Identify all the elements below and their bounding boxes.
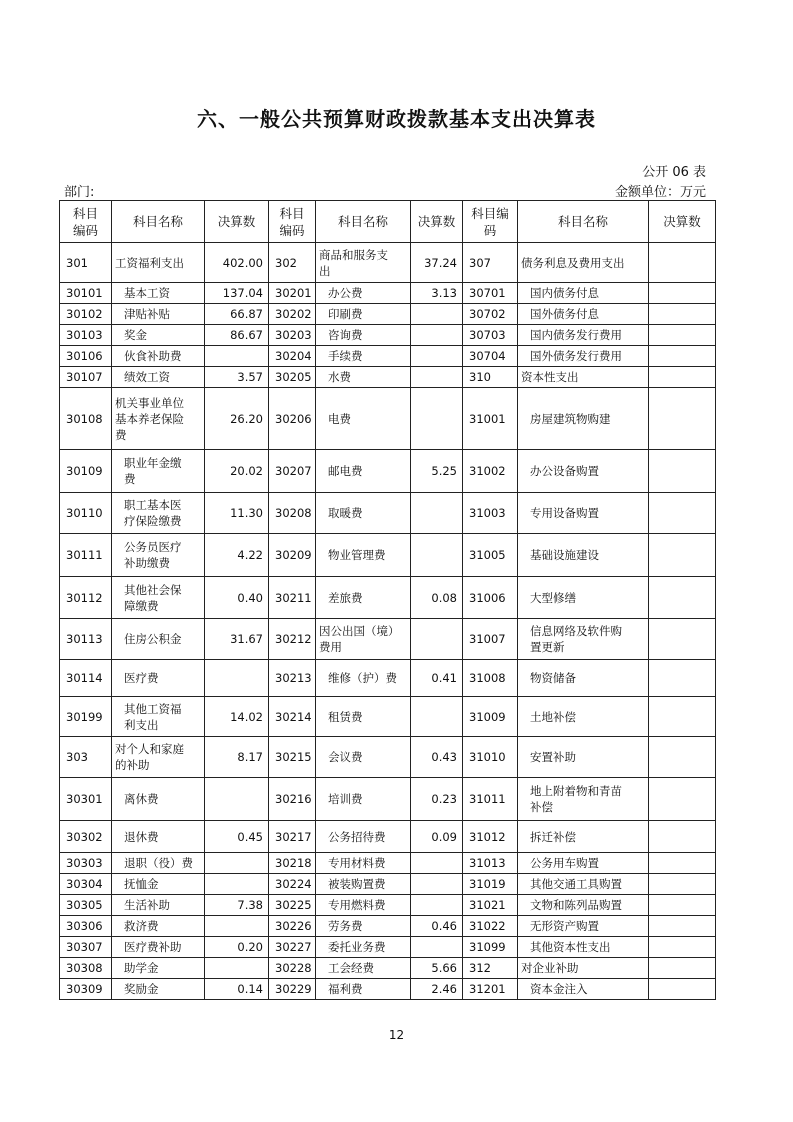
cell-name-3: 大型修缮 (518, 577, 649, 619)
cell-code-3: 31007 (463, 619, 518, 660)
cell-name-3: 基础设施建设 (518, 534, 649, 577)
cell-amount-1: 31.67 (205, 619, 269, 660)
cell-amount-3 (649, 619, 716, 660)
cell-amount-2 (411, 534, 463, 577)
cell-name-2: 物业管理费 (316, 534, 411, 577)
col-header-code-1: 科目 编码 (60, 201, 112, 243)
cell-amount-2: 0.09 (411, 821, 463, 853)
cell-code-2: 30229 (269, 979, 316, 1000)
cell-name-2: 取暖费 (316, 493, 411, 534)
cell-name-3: 资本金注入 (518, 979, 649, 1000)
cell-code-3: 31008 (463, 660, 518, 697)
cell-code-1: 30102 (60, 304, 112, 325)
cell-code-1: 30309 (60, 979, 112, 1000)
cell-name-1: 绩效工资 (112, 367, 205, 388)
cell-code-1: 30108 (60, 388, 112, 450)
cell-amount-2: 0.23 (411, 778, 463, 821)
table-row (60, 895, 716, 916)
cell-code-3: 31003 (463, 493, 518, 534)
page-title: 六、一般公共预算财政拨款基本支出决算表 (197, 107, 596, 131)
cell-name-1: 助学金 (112, 958, 205, 979)
table-row (60, 243, 716, 283)
table-row (60, 937, 716, 958)
cell-name-2: 租赁费 (316, 697, 411, 737)
cell-amount-2: 3.13 (411, 283, 463, 304)
cell-code-2: 30226 (269, 916, 316, 937)
cell-amount-2 (411, 697, 463, 737)
col-header-code-2: 科目 编码 (269, 201, 316, 243)
cell-code-2: 30215 (269, 737, 316, 778)
cell-code-3: 31011 (463, 778, 518, 821)
table-row (60, 367, 716, 388)
cell-code-3: 31099 (463, 937, 518, 958)
cell-code-2: 30209 (269, 534, 316, 577)
cell-amount-3 (649, 534, 716, 577)
col-header-code-3: 科目编 码 (463, 201, 518, 243)
cell-code-2: 30204 (269, 346, 316, 367)
cell-code-2: 30227 (269, 937, 316, 958)
cell-amount-1: 11.30 (205, 493, 269, 534)
cell-amount-1: 0.40 (205, 577, 269, 619)
cell-code-2: 30228 (269, 958, 316, 979)
cell-name-3: 物资储备 (518, 660, 649, 697)
table-row (60, 916, 716, 937)
cell-amount-2: 2.46 (411, 979, 463, 1000)
cell-name-2: 被装购置费 (316, 874, 411, 895)
cell-amount-1 (205, 778, 269, 821)
cell-amount-3 (649, 450, 716, 493)
cell-amount-3 (649, 895, 716, 916)
cell-name-3: 国外债务付息 (518, 304, 649, 325)
cell-code-1: 30110 (60, 493, 112, 534)
cell-code-1: 30109 (60, 450, 112, 493)
cell-code-2: 30225 (269, 895, 316, 916)
cell-code-1: 30111 (60, 534, 112, 577)
cell-amount-2: 0.08 (411, 577, 463, 619)
cell-amount-1: 3.57 (205, 367, 269, 388)
cell-amount-2 (411, 346, 463, 367)
cell-name-1: 对个人和家庭 的补助 (112, 737, 205, 778)
cell-name-1: 抚恤金 (112, 874, 205, 895)
cell-code-2: 30224 (269, 874, 316, 895)
cell-name-1: 津贴补贴 (112, 304, 205, 325)
cell-code-3: 30701 (463, 283, 518, 304)
cell-amount-2 (411, 325, 463, 346)
col-header-amount-1: 决算数 (205, 201, 269, 243)
cell-name-3: 安置补助 (518, 737, 649, 778)
cell-amount-2 (411, 895, 463, 916)
col-header-name-2: 科目名称 (316, 201, 411, 243)
cell-name-3: 房屋建筑物购建 (518, 388, 649, 450)
cell-name-3: 无形资产购置 (518, 916, 649, 937)
cell-code-2: 30211 (269, 577, 316, 619)
cell-code-3: 31022 (463, 916, 518, 937)
cell-code-2: 30213 (269, 660, 316, 697)
cell-amount-3 (649, 243, 716, 283)
cell-amount-3 (649, 979, 716, 1000)
cell-name-2: 电费 (316, 388, 411, 450)
cell-name-3: 文物和陈列品购置 (518, 895, 649, 916)
cell-amount-2: 0.46 (411, 916, 463, 937)
cell-code-3: 31012 (463, 821, 518, 853)
cell-amount-2 (411, 388, 463, 450)
cell-amount-2: 37.24 (411, 243, 463, 283)
table-row (60, 346, 716, 367)
cell-name-1: 其他工资福 利支出 (112, 697, 205, 737)
cell-amount-1: 0.14 (205, 979, 269, 1000)
cell-code-3: 31021 (463, 895, 518, 916)
cell-code-1: 30307 (60, 937, 112, 958)
cell-amount-1: 402.00 (205, 243, 269, 283)
cell-code-2: 30218 (269, 853, 316, 874)
cell-name-3: 拆迁补偿 (518, 821, 649, 853)
cell-code-3: 30704 (463, 346, 518, 367)
cell-code-1: 30113 (60, 619, 112, 660)
table-row (60, 697, 716, 737)
cell-name-2: 咨询费 (316, 325, 411, 346)
cell-name-2: 维修（护）费 (316, 660, 411, 697)
cell-amount-3 (649, 697, 716, 737)
cell-amount-2: 0.41 (411, 660, 463, 697)
table-body (60, 243, 716, 1000)
cell-name-2: 福利费 (316, 979, 411, 1000)
cell-name-2: 委托业务费 (316, 937, 411, 958)
cell-code-3: 31201 (463, 979, 518, 1000)
cell-amount-3 (649, 283, 716, 304)
table-row (60, 821, 716, 853)
table-row (60, 534, 716, 577)
cell-amount-3 (649, 737, 716, 778)
cell-code-3: 31001 (463, 388, 518, 450)
cell-code-1: 30114 (60, 660, 112, 697)
cell-code-1: 30302 (60, 821, 112, 853)
cell-amount-2 (411, 619, 463, 660)
cell-name-3: 公务用车购置 (518, 853, 649, 874)
cell-amount-3 (649, 874, 716, 895)
cell-name-2: 公务招待费 (316, 821, 411, 853)
cell-amount-2 (411, 367, 463, 388)
cell-name-2: 专用燃料费 (316, 895, 411, 916)
table-row (60, 450, 716, 493)
cell-name-3: 资本性支出 (518, 367, 649, 388)
cell-amount-3 (649, 346, 716, 367)
cell-amount-1 (205, 874, 269, 895)
cell-name-2: 商品和服务支 出 (316, 243, 411, 283)
cell-name-2: 工会经费 (316, 958, 411, 979)
cell-name-2: 因公出国（境） 费用 (316, 619, 411, 660)
cell-amount-3 (649, 304, 716, 325)
table-row (60, 388, 716, 450)
cell-amount-2 (411, 853, 463, 874)
table-row (60, 283, 716, 304)
cell-amount-1: 20.02 (205, 450, 269, 493)
cell-name-1: 退休费 (112, 821, 205, 853)
cell-code-1: 30199 (60, 697, 112, 737)
cell-amount-3 (649, 388, 716, 450)
cell-amount-1: 0.20 (205, 937, 269, 958)
cell-name-1: 生活补助 (112, 895, 205, 916)
table-row (60, 660, 716, 697)
cell-amount-1 (205, 660, 269, 697)
table-row (60, 737, 716, 778)
col-header-name-3: 科目名称 (518, 201, 649, 243)
cell-name-3: 其他资本性支出 (518, 937, 649, 958)
cell-code-3: 31006 (463, 577, 518, 619)
cell-amount-2: 5.25 (411, 450, 463, 493)
cell-amount-2: 5.66 (411, 958, 463, 979)
table-header-row (60, 201, 716, 243)
cell-amount-1: 0.45 (205, 821, 269, 853)
cell-name-3: 其他交通工具购置 (518, 874, 649, 895)
cell-amount-3 (649, 937, 716, 958)
cell-code-3: 312 (463, 958, 518, 979)
cell-amount-3 (649, 778, 716, 821)
cell-name-3: 土地补偿 (518, 697, 649, 737)
cell-name-2: 印刷费 (316, 304, 411, 325)
cell-amount-3 (649, 577, 716, 619)
cell-amount-2: 0.43 (411, 737, 463, 778)
cell-name-3: 国外债务发行费用 (518, 346, 649, 367)
cell-name-1: 离休费 (112, 778, 205, 821)
cell-code-3: 31009 (463, 697, 518, 737)
cell-name-1: 公务员医疗 补助缴费 (112, 534, 205, 577)
cell-name-1: 其他社会保 障缴费 (112, 577, 205, 619)
cell-code-3: 31010 (463, 737, 518, 778)
cell-name-2: 手续费 (316, 346, 411, 367)
cell-code-1: 30112 (60, 577, 112, 619)
cell-code-1: 301 (60, 243, 112, 283)
cell-name-1: 奖金 (112, 325, 205, 346)
cell-name-1: 退职（役）费 (112, 853, 205, 874)
cell-code-3: 307 (463, 243, 518, 283)
cell-name-1: 职业年金缴 费 (112, 450, 205, 493)
table-row (60, 958, 716, 979)
table-row (60, 874, 716, 895)
col-header-amount-2: 决算数 (411, 201, 463, 243)
cell-name-2: 劳务费 (316, 916, 411, 937)
cell-amount-2 (411, 937, 463, 958)
cell-name-1: 奖励金 (112, 979, 205, 1000)
cell-code-3: 31013 (463, 853, 518, 874)
table-row (60, 325, 716, 346)
cell-name-1: 基本工资 (112, 283, 205, 304)
cell-code-2: 30216 (269, 778, 316, 821)
cell-code-1: 30303 (60, 853, 112, 874)
cell-code-1: 30306 (60, 916, 112, 937)
cell-amount-2 (411, 304, 463, 325)
cell-code-1: 30308 (60, 958, 112, 979)
cell-code-2: 302 (269, 243, 316, 283)
cell-amount-1: 137.04 (205, 283, 269, 304)
cell-name-2: 差旅费 (316, 577, 411, 619)
cell-name-3: 国内债务发行费用 (518, 325, 649, 346)
cell-code-1: 30101 (60, 283, 112, 304)
cell-code-2: 30208 (269, 493, 316, 534)
cell-amount-1 (205, 958, 269, 979)
cell-code-2: 30207 (269, 450, 316, 493)
cell-code-3: 31019 (463, 874, 518, 895)
cell-name-3: 地上附着物和青苗 补偿 (518, 778, 649, 821)
cell-name-1: 工资福利支出 (112, 243, 205, 283)
cell-code-2: 30203 (269, 325, 316, 346)
table-row (60, 778, 716, 821)
table-row (60, 853, 716, 874)
cell-name-3: 信息网络及软件购 置更新 (518, 619, 649, 660)
col-header-name-1: 科目名称 (112, 201, 205, 243)
cell-code-1: 30103 (60, 325, 112, 346)
cell-amount-1: 14.02 (205, 697, 269, 737)
cell-code-3: 30702 (463, 304, 518, 325)
cell-name-3: 专用设备购置 (518, 493, 649, 534)
cell-name-2: 专用材料费 (316, 853, 411, 874)
cell-code-2: 30206 (269, 388, 316, 450)
cell-name-1: 医疗费 (112, 660, 205, 697)
cell-amount-1: 7.38 (205, 895, 269, 916)
cell-name-1: 职工基本医 疗保险缴费 (112, 493, 205, 534)
table-row (60, 577, 716, 619)
cell-name-3: 办公设备购置 (518, 450, 649, 493)
cell-code-2: 30205 (269, 367, 316, 388)
cell-code-3: 30703 (463, 325, 518, 346)
unit-label: 金额单位：万元 (614, 185, 706, 200)
cell-amount-3 (649, 916, 716, 937)
cell-code-2: 30217 (269, 821, 316, 853)
cell-amount-1 (205, 916, 269, 937)
cell-name-1: 伙食补助费 (112, 346, 205, 367)
cell-name-3: 国内债务付息 (518, 283, 649, 304)
cell-code-3: 31005 (463, 534, 518, 577)
cell-code-1: 30107 (60, 367, 112, 388)
cell-code-3: 31002 (463, 450, 518, 493)
cell-amount-3 (649, 325, 716, 346)
cell-name-1: 机关事业单位 基本养老保险 费 (112, 388, 205, 450)
cell-amount-3 (649, 367, 716, 388)
cell-name-2: 会议费 (316, 737, 411, 778)
cell-name-1: 住房公积金 (112, 619, 205, 660)
cell-code-2: 30202 (269, 304, 316, 325)
cell-name-3: 对企业补助 (518, 958, 649, 979)
cell-code-1: 30304 (60, 874, 112, 895)
table-row (60, 979, 716, 1000)
cell-amount-1: 4.22 (205, 534, 269, 577)
cell-name-2: 办公费 (316, 283, 411, 304)
cell-amount-1 (205, 346, 269, 367)
cell-name-3: 债务利息及费用支出 (518, 243, 649, 283)
cell-amount-1: 86.67 (205, 325, 269, 346)
expenditure-table (59, 200, 716, 1000)
cell-name-2: 邮电费 (316, 450, 411, 493)
cell-amount-3 (649, 958, 716, 979)
cell-name-2: 水费 (316, 367, 411, 388)
cell-amount-3 (649, 493, 716, 534)
cell-code-3: 310 (463, 367, 518, 388)
cell-code-2: 30201 (269, 283, 316, 304)
table-row (60, 304, 716, 325)
cell-amount-1: 8.17 (205, 737, 269, 778)
cell-code-1: 30301 (60, 778, 112, 821)
cell-amount-2 (411, 874, 463, 895)
cell-code-1: 303 (60, 737, 112, 778)
cell-code-2: 30214 (269, 697, 316, 737)
table-row (60, 493, 716, 534)
cell-amount-1: 66.87 (205, 304, 269, 325)
page-number: 12 (388, 1028, 405, 1042)
col-header-amount-3: 决算数 (649, 201, 716, 243)
cell-name-1: 救济费 (112, 916, 205, 937)
cell-amount-3 (649, 853, 716, 874)
cell-amount-1 (205, 853, 269, 874)
table-number: 公开 06 表 (642, 165, 706, 180)
cell-code-2: 30212 (269, 619, 316, 660)
cell-amount-3 (649, 660, 716, 697)
cell-amount-2 (411, 493, 463, 534)
cell-amount-3 (649, 821, 716, 853)
department-label: 部门: (64, 185, 95, 200)
cell-amount-1: 26.20 (205, 388, 269, 450)
cell-code-1: 30305 (60, 895, 112, 916)
table-row (60, 619, 716, 660)
cell-code-1: 30106 (60, 346, 112, 367)
cell-name-2: 培训费 (316, 778, 411, 821)
cell-name-1: 医疗费补助 (112, 937, 205, 958)
